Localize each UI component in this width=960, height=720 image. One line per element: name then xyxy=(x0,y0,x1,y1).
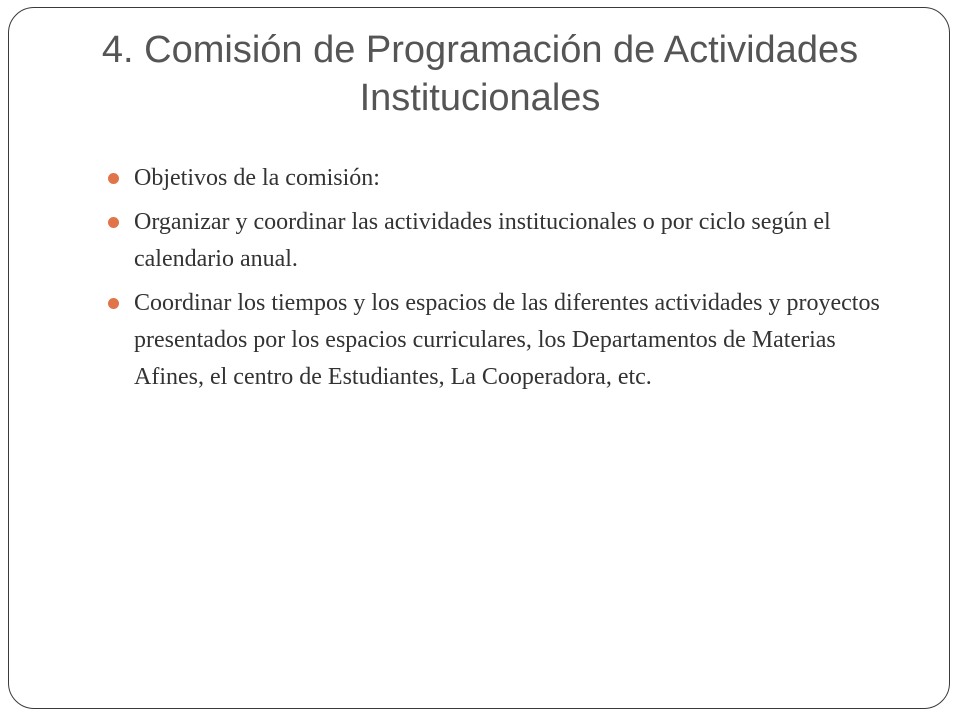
bullet-dot-icon xyxy=(108,173,119,184)
bullet-text: Objetivos de la comisión: xyxy=(134,165,380,191)
bullet-item-objetivos xyxy=(108,160,908,197)
bullet-dot-icon xyxy=(108,217,119,228)
bullet-text: Organizar y coordinar las actividades institucionales o por ciclo según el calendario anual. xyxy=(134,209,831,272)
bullet-item-coordinar xyxy=(108,285,908,396)
slide-title: 4. Comisión de Programación de Actividades Institucionales xyxy=(101,29,859,119)
bullet-list xyxy=(108,160,908,403)
bullet-item-organizar xyxy=(108,204,908,278)
bullet-text: Coordinar los tiempos y los espacios de las diferentes actividades y proyectos presentados por los espacios curriculares, los Departamentos de Materias Afines, el centro de Estudiantes, La Cooperadora, etc. xyxy=(134,290,880,390)
bullet-dot-icon xyxy=(108,298,119,309)
